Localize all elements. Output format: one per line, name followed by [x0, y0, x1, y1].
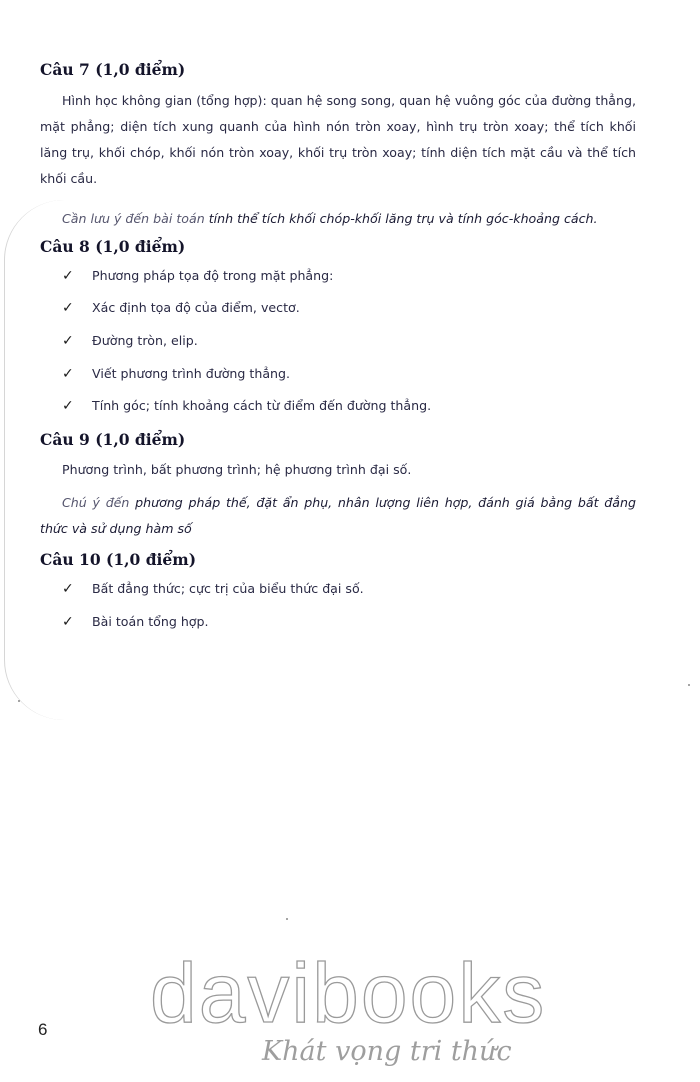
- cau8-list-item: [62, 300, 300, 320]
- cau8-item-text: Đường tròn, elip.: [92, 333, 198, 348]
- scan-speck: [688, 684, 690, 686]
- cau7-note: [40, 206, 636, 232]
- cau8-list-item: [62, 366, 290, 386]
- scan-speck: [18, 700, 20, 702]
- cau8-item-text: Phương pháp tọa độ trong mặt phẳng:: [92, 268, 334, 283]
- checkmark-icon: ✓: [62, 398, 74, 414]
- cau9-note-lead: Chú ý đến: [62, 495, 130, 510]
- cau8-heading: Câu 8 (1,0 điểm): [40, 237, 186, 256]
- scan-speck: [286, 918, 288, 920]
- page-number: 6: [38, 1020, 48, 1039]
- cau8-list-item: [62, 398, 431, 418]
- cau7-heading: Câu 7 (1,0 điểm): [40, 60, 186, 79]
- watermark-slogan: Khát vọng tri thức: [262, 1036, 512, 1067]
- checkmark-icon: ✓: [62, 333, 74, 349]
- checkmark-icon: ✓: [62, 614, 74, 630]
- cau9-heading: Câu 9 (1,0 điểm): [40, 430, 186, 449]
- cau9-note: [40, 490, 636, 542]
- cau10-heading: Câu 10 (1,0 điểm): [40, 550, 197, 569]
- cau8-list-item: [62, 268, 333, 288]
- cau8-list-item: [62, 333, 198, 353]
- checkmark-icon: ✓: [62, 581, 74, 597]
- cau9-paragraph: Phương trình, bất phương trình; hệ phương trình đại số.: [62, 462, 412, 477]
- checkmark-icon: ✓: [62, 268, 74, 284]
- checkmark-icon: ✓: [62, 300, 74, 316]
- cau8-item-text: Viết phương trình đường thẳng.: [92, 366, 291, 381]
- cau8-item-text: Tính góc; tính khoảng cách từ điểm đến đường thẳng.: [92, 398, 432, 413]
- cau9-note-emphasis: phương pháp thế, đặt ẩn phụ, nhân lượng liên hợp, đánh giá bằng bất đẳng thức và sử dụng hàm số: [40, 495, 636, 536]
- cau10-list-item: [62, 581, 364, 601]
- watermark-brand: davibooks: [150, 946, 547, 1040]
- cau10-list-item: [62, 614, 209, 634]
- cau10-item-text: Bài toán tổng hợp.: [92, 614, 209, 629]
- cau8-item-text: Xác định tọa độ của điểm, vectơ.: [92, 300, 300, 315]
- cau10-item-text: Bất đẳng thức; cực trị của biểu thức đại số.: [92, 581, 364, 596]
- cau7-note-lead: Cần lưu ý đến bài toán: [62, 211, 205, 226]
- cau7-note-emphasis: tính thể tích khối chóp-khối lăng trụ và tính góc-khoảng cách.: [204, 211, 598, 226]
- checkmark-icon: ✓: [62, 366, 74, 382]
- cau7-paragraph: Hình học không gian (tổng hợp): quan hệ song song, quan hệ vuông góc của đường thẳng, mặt phẳng; diện tích xung quanh của hình nón tròn xoay, hình trụ tròn xoay; thể tích khối lăng trụ, khối chóp, khối nón tròn xoay, khối trụ tròn xoay; tính diện tích mặt cầu và thể tích khối cầu.: [40, 93, 636, 186]
